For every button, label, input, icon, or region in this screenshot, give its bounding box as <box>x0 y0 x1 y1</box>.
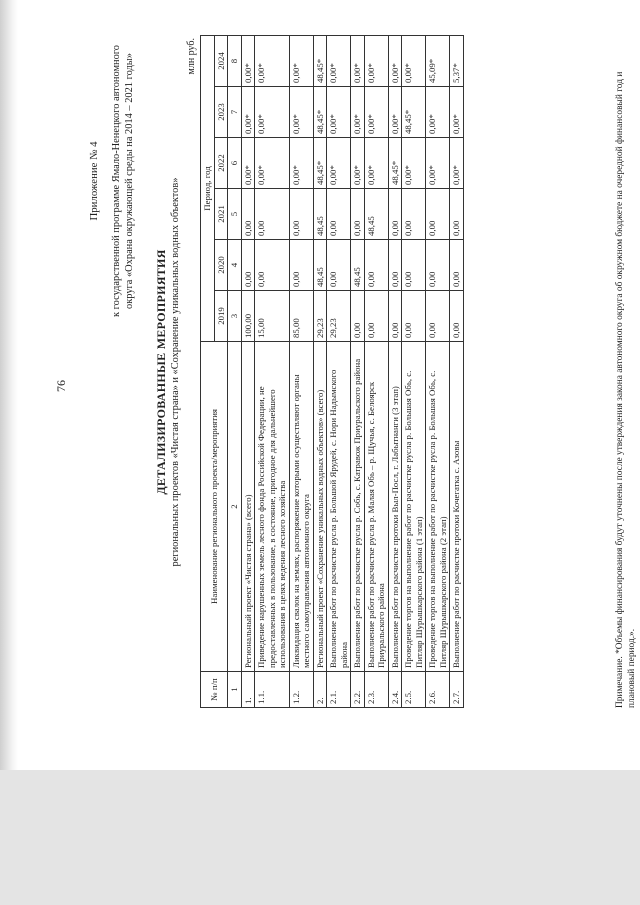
header-year: 2024 <box>214 35 228 86</box>
year-value: 48,45 <box>364 189 388 240</box>
year-value: 0,00* <box>289 87 313 138</box>
activity-name: Выполнение работ по расчистке протоки Кочегатка с. Азовы <box>450 342 464 672</box>
row-number: 2.7. <box>450 672 464 708</box>
table-row <box>402 35 426 707</box>
header-year: 2020 <box>214 240 228 291</box>
year-value: 0,00 <box>289 189 313 240</box>
year-value: 0,00* <box>255 35 290 86</box>
row-number: 1. <box>241 672 255 708</box>
column-index: 2 <box>228 342 242 672</box>
table-row <box>450 35 464 707</box>
activity-name: Ликвидация свалок на землях, распоряжение которыми осуществляют органы местного самоуправления автономного округа <box>289 342 313 672</box>
year-value: 48,45 <box>351 240 365 291</box>
units-label: млн руб. <box>186 38 197 75</box>
activity-name: Проведение торгов на выполнение работ по расчистке русла р. Большая Обь, с. Питляр Шурышкарского района (1 этап) <box>402 342 426 672</box>
activity-name: Выполнение работ по расчистке русла р. Собь, с. Катравож Приуральского района <box>351 342 365 672</box>
year-value: 0,00* <box>402 35 426 86</box>
row-number: 2.5. <box>402 672 426 708</box>
footnote: Примечание. *Объемы финансирования будут уточнены после утверждения закона автономного округа об окружном бюджете на очередной финансовый год и плановый период.». <box>615 71 637 708</box>
table-row <box>388 35 402 707</box>
row-number: 2.6. <box>426 672 450 708</box>
year-value: 0,00 <box>289 240 313 291</box>
year-value: 0,00 <box>388 240 402 291</box>
year-value: 0,00 <box>241 189 255 240</box>
document-subtitle: региональных проектов «Чистая страна» и «Сохранение уникальных водных объектов» <box>170 177 181 567</box>
activity-name: Приведение нарушенных земель лесного фонда Российской Федерации, не предоставленных в пользование, в состояние, пригодное для дальнейшего использования в целях ведения лесного хозяйства <box>255 342 290 672</box>
year-value: 0,00 <box>388 291 402 342</box>
year-value: 0,00* <box>351 35 365 86</box>
year-value: 0,00 <box>450 291 464 342</box>
column-index: 1 <box>228 672 242 708</box>
year-value: 5,37* <box>450 35 464 86</box>
header-row <box>201 35 215 707</box>
year-value: 0,00* <box>327 138 351 189</box>
table-row <box>327 35 351 707</box>
year-value: 0,00 <box>426 189 450 240</box>
year-value: 0,00* <box>255 87 290 138</box>
year-value: 48,45* <box>313 138 327 189</box>
table-row <box>313 35 327 707</box>
row-number: 1.2. <box>289 672 313 708</box>
activity-name: Региональный проект «Сохранение уникальных водных объектов» (всего) <box>313 342 327 672</box>
column-index: 7 <box>228 87 242 138</box>
year-value: 0,00* <box>426 138 450 189</box>
activities-table <box>200 35 464 708</box>
table-row <box>364 35 388 707</box>
row-number: 2.3. <box>364 672 388 708</box>
header-year: 2021 <box>214 189 228 240</box>
column-index: 6 <box>228 138 242 189</box>
row-number: 2.4. <box>388 672 402 708</box>
year-value: 0,00* <box>241 87 255 138</box>
header-year: 2019 <box>214 291 228 342</box>
year-value: 48,45* <box>313 87 327 138</box>
year-value: 0,00 <box>402 291 426 342</box>
year-value: 0,00 <box>255 189 290 240</box>
header-name: Наименование регионального проекта/мероприятия <box>201 342 228 672</box>
year-value: 0,00* <box>327 35 351 86</box>
year-value: 48,45* <box>402 87 426 138</box>
year-value: 0,00 <box>255 240 290 291</box>
appendix-title: Приложение № 4 <box>88 141 100 221</box>
year-value: 15,00 <box>255 291 290 342</box>
year-value: 0,00* <box>351 138 365 189</box>
table-row <box>241 35 255 707</box>
year-value: 48,45 <box>313 189 327 240</box>
activity-name: Региональный проект «Чистая страна» (всего) <box>241 342 255 672</box>
column-index: 8 <box>228 35 242 86</box>
year-value: 0,00 <box>388 189 402 240</box>
scan-background <box>0 770 640 905</box>
header-num: № п/п <box>201 672 228 708</box>
year-value: 0,00* <box>289 35 313 86</box>
year-value: 100,00 <box>241 291 255 342</box>
year-value: 85,00 <box>289 291 313 342</box>
activity-name: Проведение торгов на выполнение работ по расчистке русла р. Большая Обь, с. Питляр Шурышкарского района (2 этап) <box>426 342 450 672</box>
year-value: 48,45 <box>313 240 327 291</box>
table-row <box>255 35 290 707</box>
year-value: 0,00* <box>364 35 388 86</box>
year-value: 0,00 <box>450 189 464 240</box>
activity-name: Выполнение работ по расчистке протоки Выл-Посл, г. Лабытнанги (3 этап) <box>388 342 402 672</box>
column-index: 3 <box>228 291 242 342</box>
year-value: 0,00* <box>351 87 365 138</box>
year-value: 0,00 <box>402 240 426 291</box>
row-number: 2. <box>313 672 327 708</box>
year-value: 0,00* <box>388 35 402 86</box>
year-value: 0,00* <box>388 87 402 138</box>
year-value: 0,00* <box>241 35 255 86</box>
year-value: 0,00* <box>289 138 313 189</box>
year-value: 29,23 <box>327 291 351 342</box>
year-value: 0,00 <box>351 291 365 342</box>
row-number: 2.1. <box>327 672 351 708</box>
year-value: 0,00* <box>426 87 450 138</box>
year-value: 0,00 <box>450 240 464 291</box>
year-value: 0,00 <box>364 291 388 342</box>
year-value: 0,00* <box>364 138 388 189</box>
year-value: 0,00* <box>450 87 464 138</box>
year-value: 0,00* <box>402 138 426 189</box>
year-value: 0,00 <box>351 189 365 240</box>
document-title: ДЕТАЛИЗИРОВАННЫЕ МЕРОПРИЯТИЯ <box>154 249 168 495</box>
year-value: 0,00 <box>402 189 426 240</box>
year-value: 0,00* <box>255 138 290 189</box>
header-year: 2023 <box>214 87 228 138</box>
activity-name: Выполнение работ по расчистке русла р. Большой Ярудей, с. Нори Надымского района <box>327 342 351 672</box>
page-number: 76 <box>54 380 68 392</box>
row-number: 2.2. <box>351 672 365 708</box>
year-value: 0,00 <box>327 189 351 240</box>
table-row <box>289 35 313 707</box>
year-value: 48,45* <box>313 35 327 86</box>
header-period: Период, год <box>201 35 215 341</box>
column-index: 5 <box>228 189 242 240</box>
column-index: 4 <box>228 240 242 291</box>
row-number: 1.1. <box>255 672 290 708</box>
year-value: 0,00 <box>426 240 450 291</box>
activity-name: Выполнение работ по расчистке русла р. Малая Обь – р. Щучья, с. Белоярск Приуральского района <box>364 342 388 672</box>
table-row <box>426 35 450 707</box>
appendix-text: к государственной программе Ямало-Ненецкого автономного округа «Охрана окружающей среды на 2014 – 2021 годы» <box>111 45 135 317</box>
appendix-block <box>88 36 136 326</box>
year-value: 0,00 <box>241 240 255 291</box>
year-value: 0,00* <box>364 87 388 138</box>
header-year: 2022 <box>214 138 228 189</box>
year-value: 0,00* <box>450 138 464 189</box>
year-value: 45,09* <box>426 35 450 86</box>
year-value: 0,00 <box>426 291 450 342</box>
rotated-page <box>22 32 637 712</box>
year-value: 29,23 <box>313 291 327 342</box>
table-row <box>351 35 365 707</box>
year-value: 0,00* <box>327 87 351 138</box>
column-index-row <box>228 35 242 707</box>
year-value: 48,45* <box>388 138 402 189</box>
year-value: 0,00 <box>364 240 388 291</box>
year-value: 0,00* <box>241 138 255 189</box>
table-body <box>241 35 463 707</box>
year-value: 0,00 <box>327 240 351 291</box>
